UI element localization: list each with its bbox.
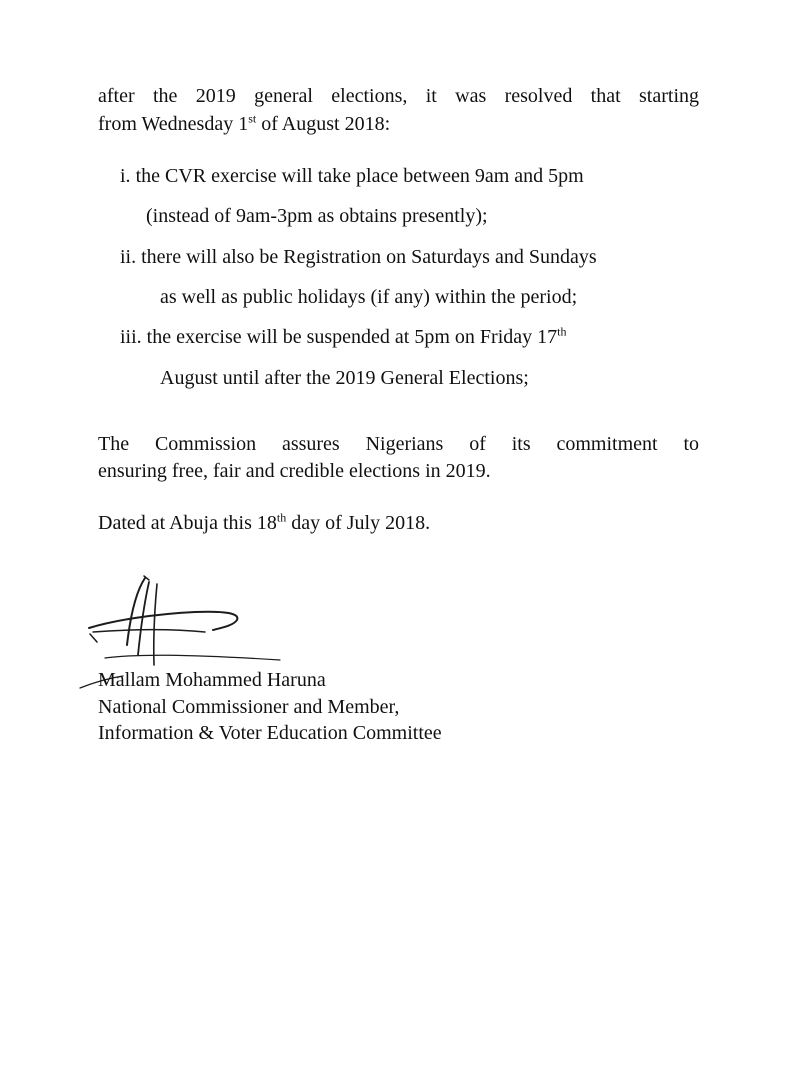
intro-line-2-prefix: from Wednesday 1 (98, 113, 249, 135)
list-item-text: there will also be Registration on Saturdays and Sundays (141, 246, 597, 268)
list-item (120, 245, 597, 270)
list-item-continuation: August until after the 2019 General Elections; (160, 367, 529, 389)
list-item (120, 325, 566, 350)
assurance-line-1: The Commission assures Nigerians of its commitment to (98, 433, 699, 455)
list-marker: i. (120, 165, 131, 187)
list-item-continuation: (instead of 9am-3pm as obtains presently); (146, 205, 488, 227)
list-marker: iii. (120, 326, 142, 348)
list-item-sup: th (557, 324, 567, 339)
signatory-title-line-1: National Commissioner and Member, (98, 696, 400, 718)
assurance-line-2: ensuring free, fair and credible elections in 2019. (98, 460, 491, 482)
list-marker: ii. (120, 246, 137, 268)
intro-line-1: after the 2019 general elections, it was resolved that starting (98, 85, 699, 107)
dated-prefix: Dated at Abuja this 18 (98, 512, 277, 534)
dated-sup: th (276, 510, 287, 525)
list-item-text: the CVR exercise will take place between 9am and 5pm (135, 165, 584, 187)
intro-line-2 (98, 112, 390, 137)
list-item-text: the exercise will be suspended at 5pm on Friday 17 (146, 326, 558, 348)
intro-line-2-suffix: of August 2018: (256, 113, 391, 135)
list-item (120, 164, 584, 189)
list-item-continuation: as well as public holidays (if any) within the period; (160, 286, 578, 308)
dated-line (98, 511, 430, 536)
dated-suffix: day of July 2018. (286, 512, 431, 534)
signatory-title-line-2: Information & Voter Education Committee (98, 722, 442, 744)
intro-line-2-sup: st (248, 111, 257, 126)
signatory-name: Mallam Mohammed Haruna (98, 669, 326, 691)
